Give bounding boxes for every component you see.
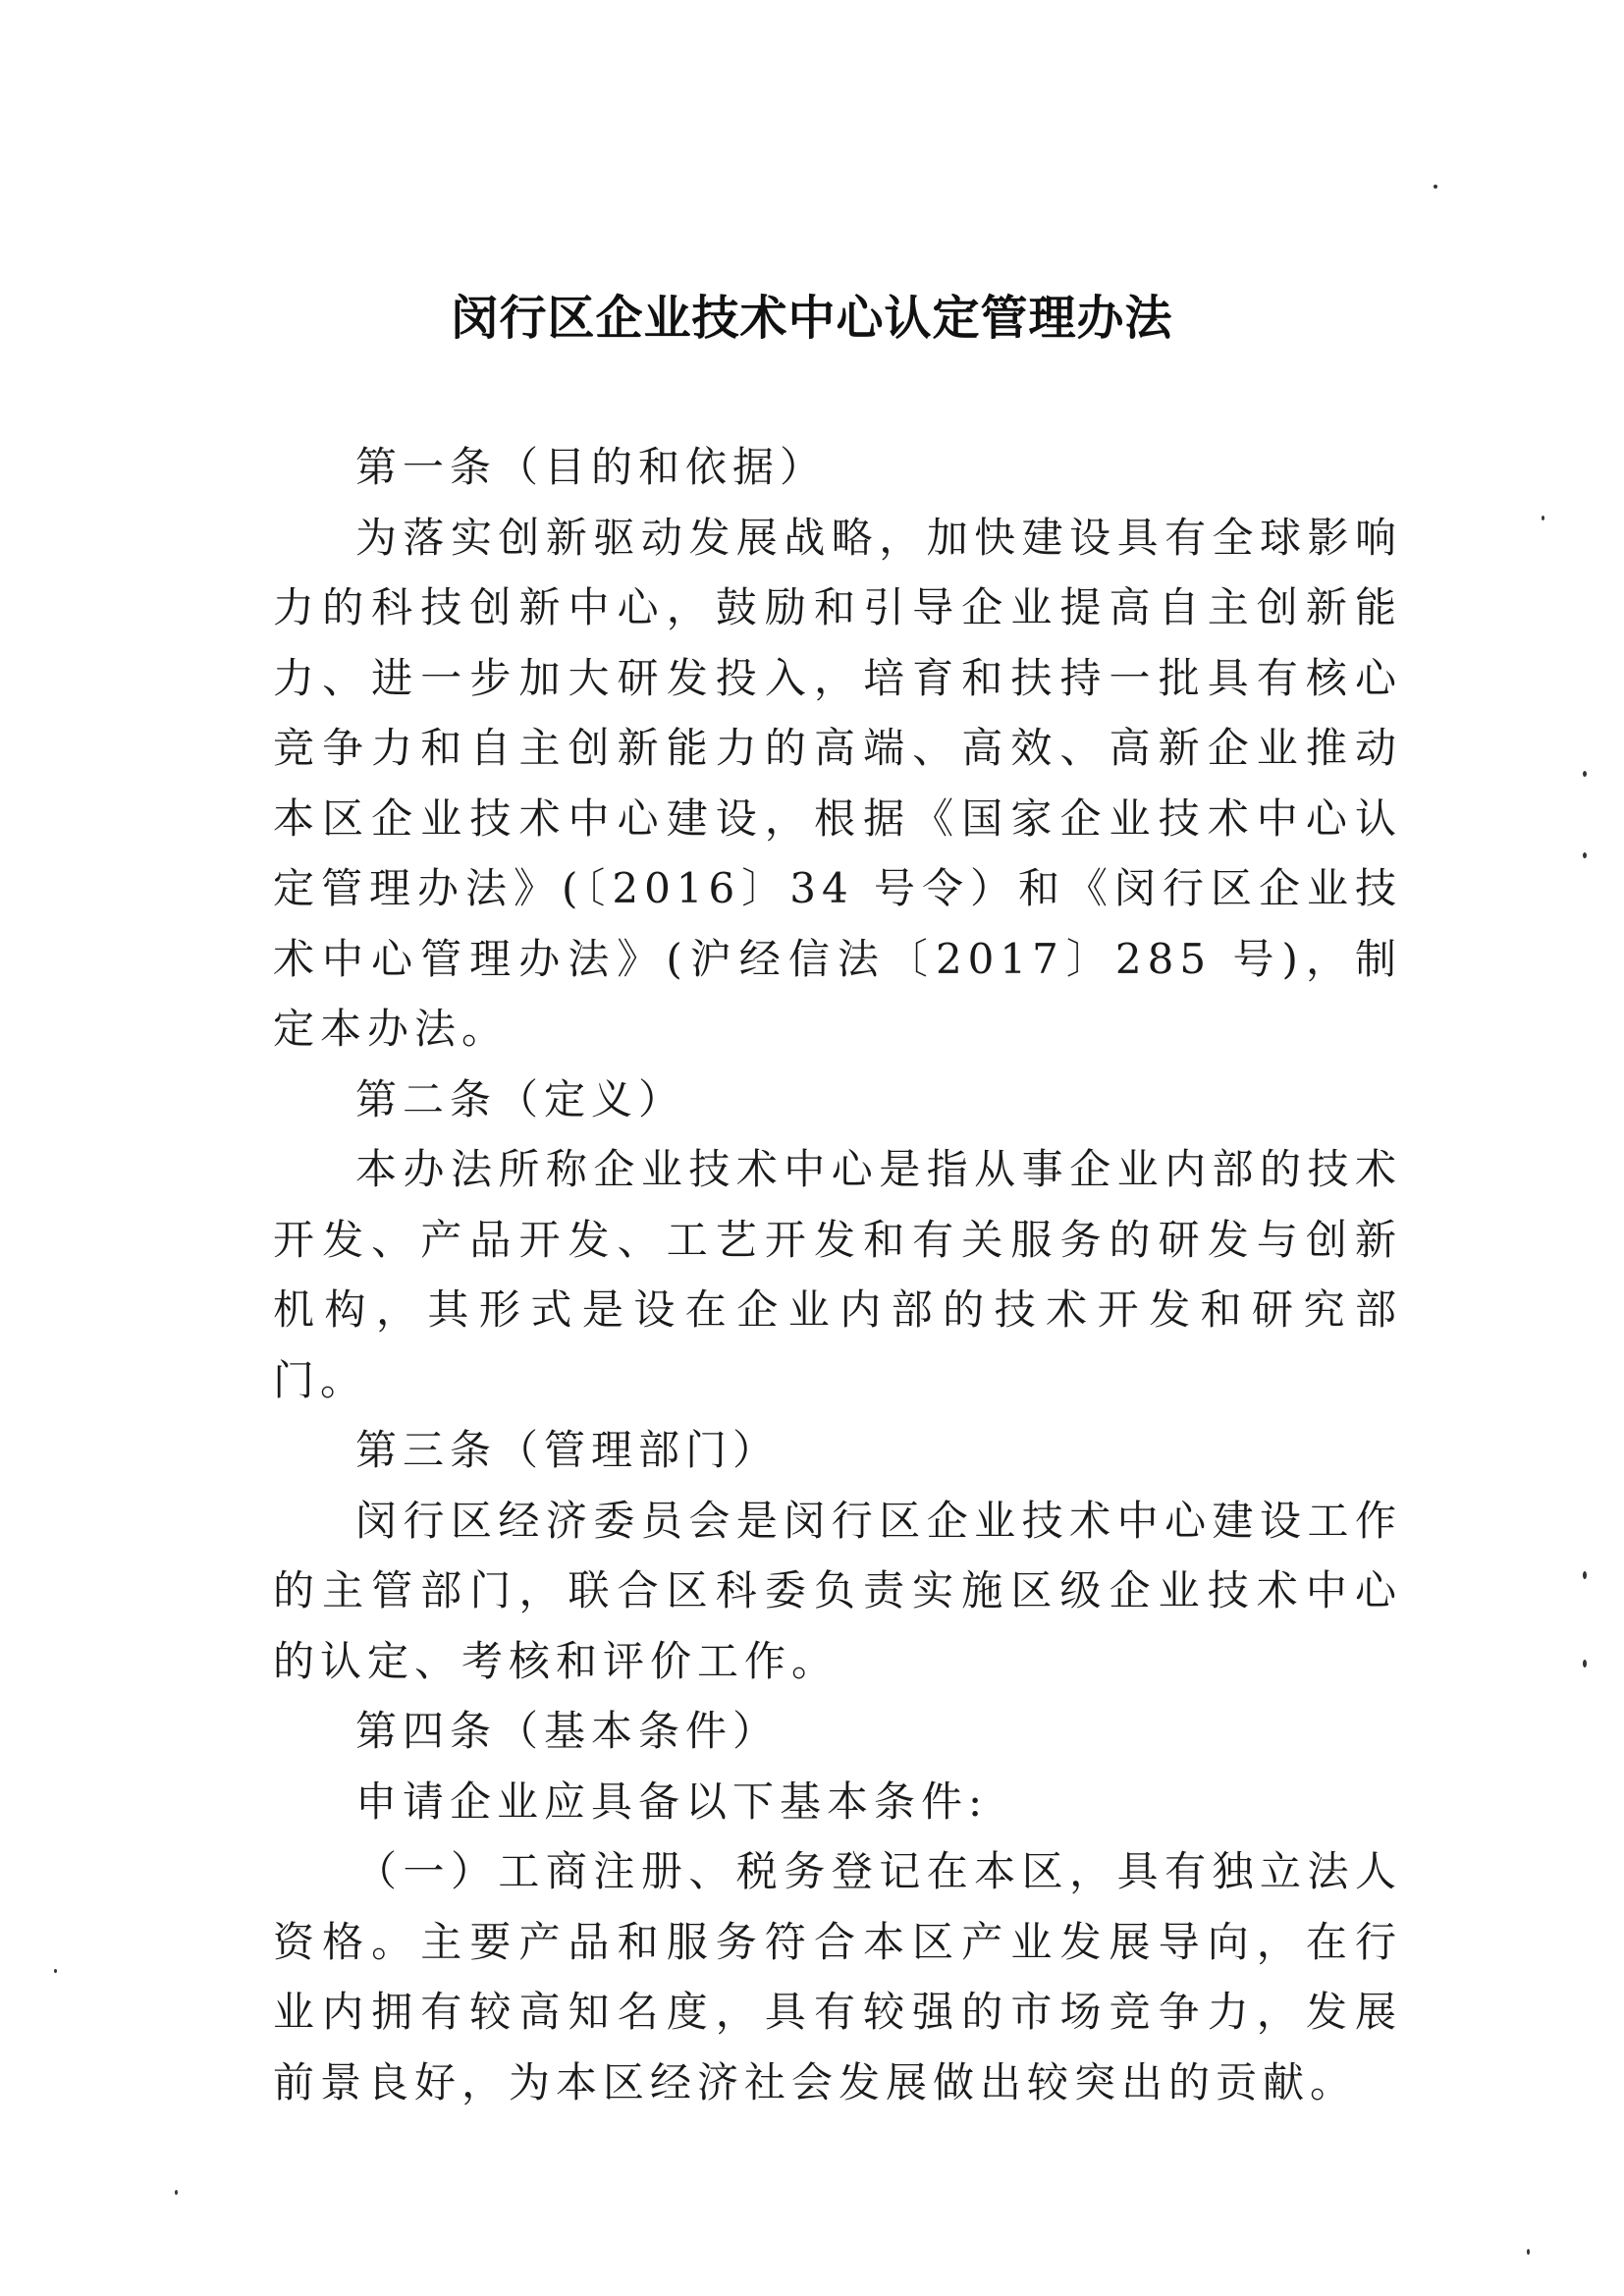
- scan-speck: [1527, 2249, 1530, 2255]
- scan-speck: [1542, 516, 1544, 520]
- scan-speck: [54, 1969, 57, 1973]
- article-2-heading: 第二条（定义）: [355, 1074, 686, 1123]
- scan-speck: [1583, 1571, 1587, 1579]
- document-title: 闵行区企业技术中心认定管理办法: [451, 291, 1173, 346]
- scan-speck: [1583, 771, 1587, 777]
- article-3-heading: 第三条（管理部门）: [355, 1426, 781, 1474]
- scan-speck: [1434, 185, 1437, 189]
- scan-speck: [175, 2190, 178, 2195]
- article-4-item-1: （一）工商注册、税务登记在本区，具有独立法人资格。主要产品和服务符合本区产业发展导向，在行业内拥有较高知名度，具有较强的市场竞争力，发展前景良好，为本区经济社会发展做出较突出的贡献。: [273, 1847, 1402, 2106]
- article-4-intro: 申请企业应具备以下基本条件:: [355, 1777, 989, 1826]
- article-2-paragraph: 本办法所称企业技术中心是指从事企业内部的技术开发、产品开发、工艺开发和有关服务的研发与创新机构，其形式是设在企业内部的技术开发和研究部门。: [273, 1145, 1402, 1404]
- article-4-heading: 第四条（基本条件）: [355, 1707, 781, 1755]
- scan-speck: [1583, 852, 1587, 858]
- article-1-paragraph: 为落实创新驱动发展战略，加快建设具有全球影响力的科技创新中心，鼓励和引导企业提高自主创新能力、进一步加大研发投入，培育和扶持一批具有核心竞争力和自主创新能力的高端、高效、高新企业推动本区企业技术中心建设，根据《国家企业技术中心认定管理办法》(〔2016〕34 号令）和《闵行区企业技术中心管理办法》(沪经信法〔2017〕285 号)，制定本办法。: [273, 513, 1402, 1053]
- scan-speck: [1583, 1660, 1587, 1667]
- article-1-heading: 第一条（目的和依据）: [355, 443, 828, 491]
- document-body: [273, 432, 1402, 2117]
- article-3-paragraph: 闵行区经济委员会是闵行区企业技术中心建设工作的主管部门，联合区科委负责实施区级企业技术中心的认定、考核和评价工作。: [273, 1496, 1402, 1685]
